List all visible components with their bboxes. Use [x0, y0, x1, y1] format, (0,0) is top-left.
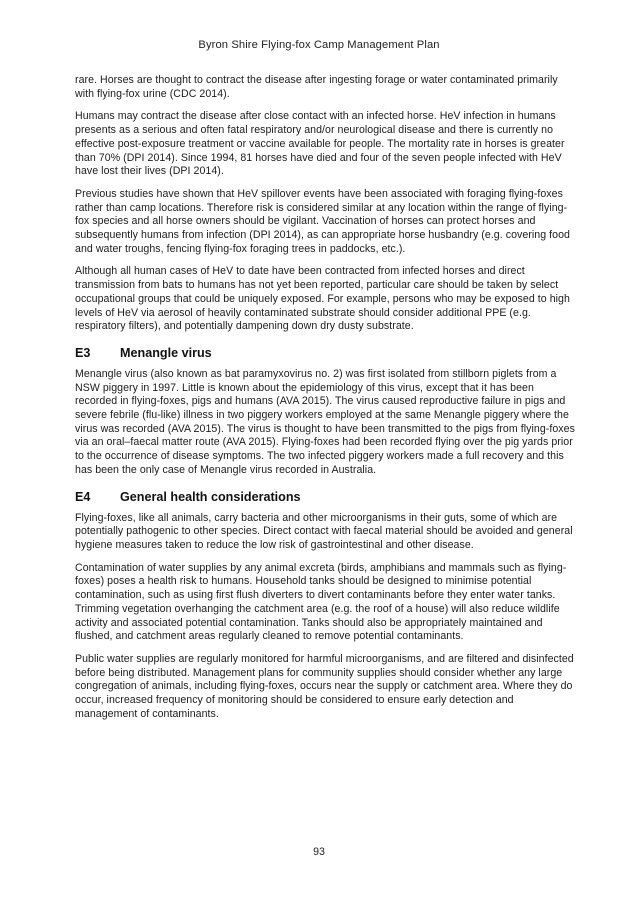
- section-title: General health considerations: [120, 489, 301, 504]
- paragraph: Public water supplies are regularly monitored for harmful microorganisms, and are filtered and disinfected before being distributed. Management plans for community supplies should consider whether any large congregation of animals, including flying-foxes, occurs near the supply or catchment area. Where they do occur, increased frequency of monitoring should be considered to ensure early detection and management of contaminants.: [75, 652, 574, 720]
- section-heading-e4: [75, 490, 575, 505]
- running-header: Byron Shire Flying-fox Camp Management Plan: [198, 39, 440, 51]
- section-heading-e3: [75, 346, 575, 361]
- paragraph: Contamination of water supplies by any animal excreta (birds, amphibians and mammals such as flying-foxes) poses a health risk to humans. Household tanks should be designed to minimise potential contamination, such as using first flush diverters to divert contaminants before they enter water tanks. Trimming vegetation overhanging the catchment area (e.g. the roof of a house) will also reduce wildlife activity and associated potential contamination. Tanks should also be appropriately maintained and flushed, and catchment areas regularly cleaned to remove potential contaminants.: [75, 561, 567, 643]
- paragraph: rare. Horses are thought to contract the disease after ingesting forage or water contaminated primarily with flying-fox urine (CDC 2014).: [75, 74, 558, 100]
- paragraph: Humans may contract the disease after close contact with an infected horse. HeV infection in humans presents as a serious and often fatal respiratory and/or neurological disease and there is currently no effective post-exposure treatment or vaccine available for people. The mortality rate in horses is greater than 70% (DPI 2014). Since 1994, 81 horses have died and four of the seven people infected with HeV have lost their lives (DPI 2014).: [75, 110, 565, 178]
- paragraph: Flying-foxes, like all animals, carry bacteria and other microorganisms in their guts, some of which are potentially pathogenic to other species. Direct contact with faecal material should be avoided and general hygiene measures taken to reduce the low risk of gastrointestinal and other disease.: [75, 511, 573, 551]
- paragraph: Although all human cases of HeV to date have been contracted from infected horses and direct transmission from bats to humans has not yet been reported, particular care should be taken by select occupational groups that could be uniquely exposed. For example, persons who may be exposed to high levels of HeV via aerosol of heavily contaminated substrate should consider additional PPE (e.g. respiratory filters), and potentially dampening down dry dusty substrate.: [75, 265, 570, 333]
- page-body: [75, 74, 575, 730]
- section-title: Menangle virus: [120, 345, 212, 360]
- paragraph: Menangle virus (also known as bat paramyxovirus no. 2) was first isolated from stillborn piglets from a NSW piggery in 1997. Little is known about the epidemiology of this virus, except that it has been recorded in flying-foxes, pigs and humans (AVA 2015). The virus caused reproductive failure in pigs and severe febrile (flu-like) illness in two piggery workers employed at the same Menangle piggery where the virus was recorded (AVA 2015). The virus is thought to have been transmitted to the pigs from flying-foxes via an oral–faecal matter route (AVA 2015). Flying-foxes had been recorded flying over the pig yards prior to the occurrence of disease symptoms. The two infected piggery workers made a full recovery and this has been the only case of Menangle virus recorded in Australia.: [75, 367, 575, 476]
- section-number: E3: [75, 345, 91, 360]
- section-number: E4: [75, 489, 91, 504]
- page-number: 93: [313, 846, 325, 858]
- paragraph: Previous studies have shown that HeV spillover events have been associated with foraging flying-foxes rather than camp locations. Therefore risk is considered similar at any location within the range of flying-fox species and all horse owners should be vigilant. Vaccination of horses can protect horses and subsequently humans from infection (DPI 2014), as can appropriate horse husbandry (e.g. covering food and water troughs, fencing flying-fox foraging trees in paddocks, etc.).: [75, 187, 570, 255]
